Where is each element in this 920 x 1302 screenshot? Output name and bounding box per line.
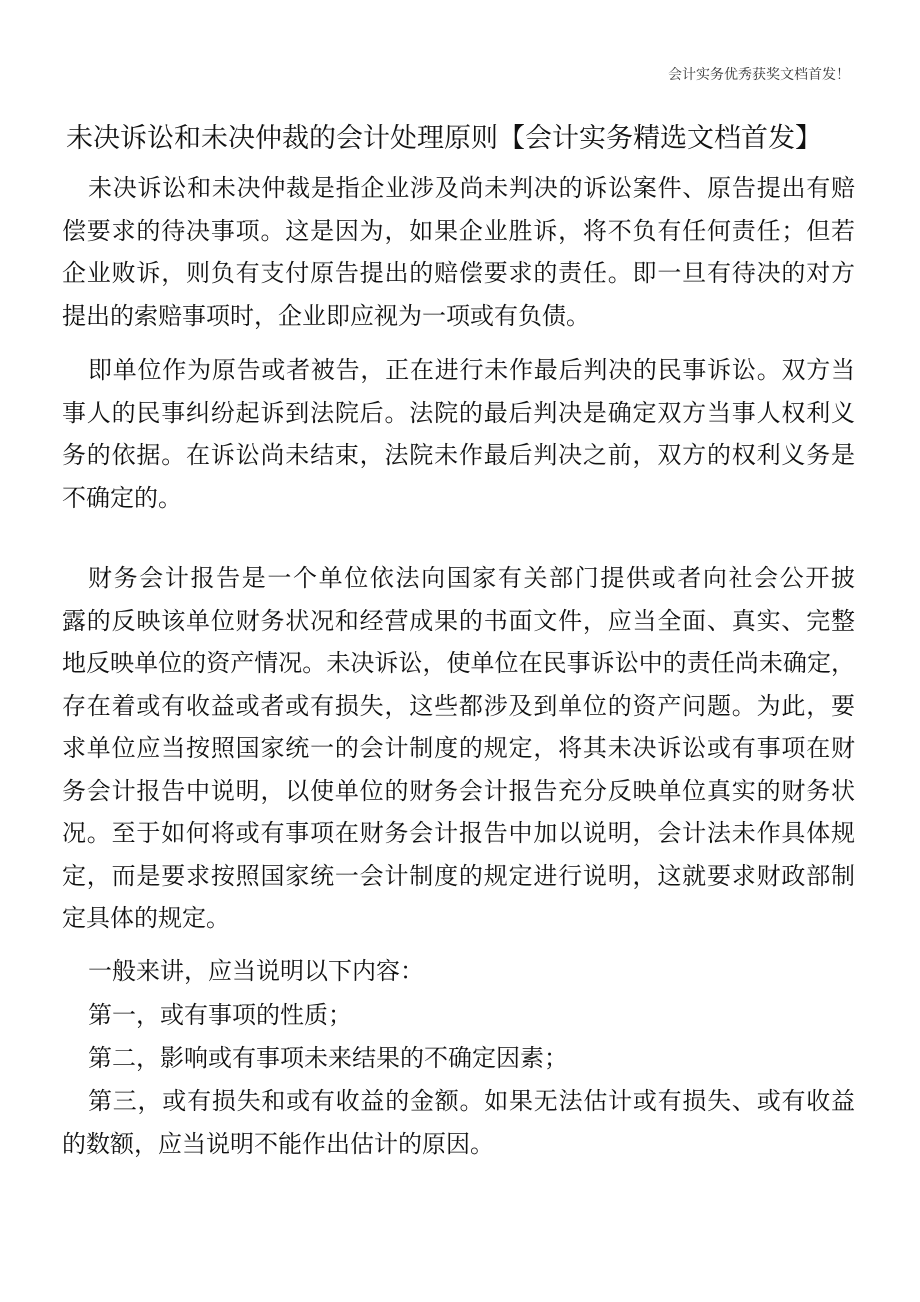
paragraph-line: 定具体的规定。: [62, 904, 230, 932]
paragraph-line: 地反映单位的资产情况。未决诉讼，使单位在民事诉讼中的责任尚未确定，: [62, 649, 855, 677]
paragraph-line: 定，而是要求按照国家统一会计制度的规定进行说明，这就要求财政部制: [62, 861, 855, 890]
paragraph-line: 露的反映该单位财务状况和经营成果的书面文件，应当全面、真实、完整: [62, 606, 855, 635]
paragraph-line: 第二，影响或有事项未来结果的不确定因素；: [88, 1044, 568, 1072]
paragraph-line: 务的依据。在诉讼尚未结束，法院未作最后判决之前，双方的权利义务是: [62, 441, 855, 469]
paragraph-line: 事人的民事纠纷起诉到法院后。法院的最后判决是确定双方当事人权利义: [62, 398, 855, 427]
paragraph-line: 财务会计报告是一个单位依法向国家有关部门提供或者向社会公开披: [88, 564, 855, 592]
paragraph-line: 况。至于如何将或有事项在财务会计报告中加以说明，会计法未作具体规: [62, 819, 855, 847]
paragraph-line: 第一，或有事项的性质；: [88, 1001, 352, 1029]
paragraph-line: 一般来讲，应当说明以下内容：: [88, 957, 424, 985]
paragraph: [62, 557, 855, 940]
paragraph-line: 务会计报告中说明，以使单位的财务会计报告充分反映单位真实的财务状: [62, 776, 855, 805]
paragraph-line: 企业败诉，则负有支付原告提出的赔偿要求的责任。即一旦有待决的对方: [62, 259, 855, 287]
paragraph: [62, 1080, 855, 1165]
paragraph-line: 未决诉讼和未决仲裁是指企业涉及尚未判决的诉讼案件、原告提出有赔: [88, 174, 855, 202]
paragraph: [62, 349, 855, 519]
paragraph: [62, 994, 855, 1037]
paragraph-line: 偿要求的待决事项。这是因为，如果企业胜诉，将不负有任何责任；但若: [62, 216, 855, 245]
paragraph-line: 第三，或有损失和或有收益的金额。如果无法估计或有损失、或有收益: [88, 1087, 855, 1115]
paragraph: [62, 167, 855, 337]
paragraph-line: 不确定的。: [62, 483, 182, 512]
paragraph: [62, 1037, 855, 1080]
page-header: 会计实务优秀获奖文档首发！: [668, 67, 850, 83]
document-title: 未决诉讼和未决仲裁的会计处理原则【会计实务精选文档首发】: [66, 123, 822, 154]
paragraph: [62, 950, 855, 993]
paragraph-line: 的数额，应当说明不能作出估计的原因。: [62, 1129, 494, 1158]
paragraph-line: 提出的索赔事项时，企业即应视为一项或有负债。: [62, 301, 590, 330]
paragraph-line: 求单位应当按照国家统一的会计制度的规定，将其未决诉讼或有事项在财: [62, 734, 855, 762]
paragraph-line: 即单位作为原告或者被告，正在进行未作最后判决的民事诉讼。双方当: [88, 356, 855, 384]
paragraph-line: 存在着或有收益或者或有损失，这些都涉及到单位的资产问题。为此，要: [62, 691, 855, 720]
